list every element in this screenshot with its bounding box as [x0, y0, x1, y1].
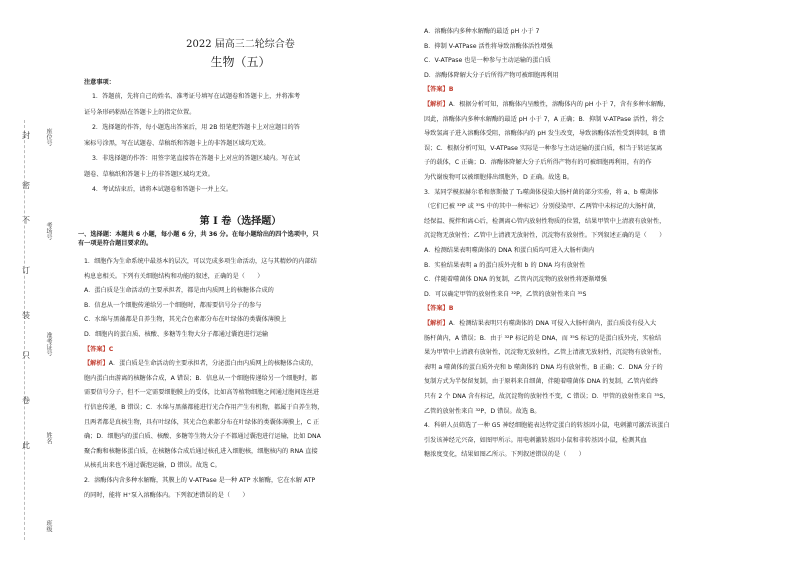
- margin-char: 此: [22, 441, 30, 450]
- binding-margin: [0, 0, 70, 562]
- text-line: 4．科研人员筛选了一种 G5 神经细胞能表达特定蛋白的转基因小鼠，电刺激可激活该蛋白: [424, 422, 670, 430]
- text-line: 3．某同学模拟赫尔希和蔡斯做了 T₂噬菌体侵染大肠杆菌的部分实验，将 a、b 噬菌体: [424, 188, 659, 196]
- text-line: 复制方式为半保留复制，由于原料来自细菌，伴随着噬菌体 DNA 的复制，乙管内始终: [424, 378, 659, 386]
- notes-heading: 注意事项：: [84, 79, 115, 86]
- text-line: 糖浓度变化，结果如图乙所示。下列叙述错误的是（ ）: [424, 451, 585, 459]
- section-title: 第 Ⅰ 卷（选择题）: [199, 216, 282, 227]
- text-line: 行信息传递，B 错误；C．水绵与黑藻都能进行光合作用产生有机物，都属于自养生物，: [84, 404, 324, 411]
- text-line: 案标号涂黑，写在试题卷、草稿纸和答题卡上的非答题区域均无效。: [84, 139, 270, 147]
- text-line: D．可以确定甲管的放射性来自 ³²P，乙管的放射性来自 ³⁵S: [424, 290, 587, 298]
- section-intro-line: 一、选择题：本题共 6 小题，每小题 6 分，共 36 分。在每小题给出的四个选项中，只: [78, 231, 319, 238]
- text-line: 证号条形码粘贴在答题卡上的指定位置。: [84, 108, 196, 116]
- text-line: 3．非选择题的作答：用签字笔直接答在答题卡上对应的答题区域内。写在试: [92, 155, 301, 162]
- text-line: 【答案】C: [84, 345, 114, 353]
- text-line: 【解析】A．检测结果表明只有噬菌体的 DNA 可侵入大肠杆菌内，蛋白质没有侵入大: [424, 320, 657, 327]
- text-line: 乙管的放射性来自 ³²P，D 错误。故选 B。: [424, 407, 541, 415]
- text-line: 肠杆菌内，A 错误；B．由于 ³²P 标记的是 DNA，而 ³⁵S 标记的是蛋白质外壳，实验结: [424, 334, 662, 342]
- admission-number-label: 准考证号: [45, 332, 52, 356]
- text-line: 从核孔出来也不通过囊泡运输，D 错误。故选 C。: [84, 462, 221, 470]
- answer-tag: 【答案】: [424, 305, 449, 313]
- text-line: 只有 2 个 DNA 含有标记，故沉淀物的放射性不变，C 错误；D．甲管的放射性来自 ³⁵S，: [424, 393, 670, 400]
- text-line: 【答案】B: [424, 305, 454, 313]
- answer-tag: 【答案】: [84, 345, 109, 353]
- text-line: 子的载体，C 正确；D．溶酶体降解大分子后所得产物有的可被细胞再利用，有的作: [424, 159, 652, 167]
- text-line: 因此，溶酶体内多种水解酶的最适 pH 小于 7，A 正确；B．抑制 V-ATPase 活性，将会: [424, 115, 665, 123]
- text-line: 确；D．细胞内的蛋白质、核酸、多糖等生物大分子不都通过囊泡进行运输，比如 DNA: [84, 433, 321, 441]
- subject-title: 生物（五）: [210, 55, 271, 69]
- text-line: 的同时，能将 H⁺泵入溶酶体内。下列叙述错误的是（ ）: [84, 491, 249, 499]
- text-line: 导致氢离子进入溶酶体受阻，溶酶体内的 pH 发生改变，导致溶酶体活性受到抑制，B 错: [424, 130, 666, 138]
- text-line: B．信息从一个细胞传递给另一个细胞时，都需要信号分子的参与: [84, 301, 262, 309]
- answer-tag: 【解析】: [424, 101, 449, 108]
- margin-char: 封: [22, 131, 30, 140]
- text-line: 4．考试结束后，请将本试题卷和答题卡一并上交。: [92, 186, 233, 193]
- text-line: 经保温、搅拌和离心后，检测离心管内放射性物质的位置，结果甲管中上清液有放射性，: [424, 217, 666, 225]
- text-line: C．伴随着噬菌体 DNA 的复制，乙管内沉淀物的放射性将逐渐增强: [424, 276, 607, 284]
- text-line: 表明 a 噬菌体的蛋白质外壳和 b 噬菌体的 DNA 均有放射性，B 正确；C．DNA 分子的: [424, 363, 663, 371]
- name-label: 姓名: [45, 432, 52, 444]
- answer-tag: 【解析】: [424, 320, 449, 327]
- section-intro-line: 有一项是符合题目要求的。: [78, 240, 153, 247]
- margin-char: 装: [22, 311, 30, 320]
- text-line: D．细胞内的蛋白质、核酸、多糖等生物大分子都通过囊泡进行运输: [84, 331, 269, 338]
- margin-char: 卷: [22, 396, 30, 405]
- text-line: A．蛋白质是生命活动的主要承担者，都是由内质网上的核糖体合成的: [84, 287, 274, 295]
- text-line: 误；C．根据分析可知，V-ATPase 实际是一种参与主动运输的蛋白质，相当于转运氢离: [424, 144, 663, 152]
- text-line: D．溶酶体降解大分子后所得产物可被细胞再利用: [424, 71, 559, 79]
- margin-char: 只: [22, 351, 30, 360]
- text-line: 构息息相关。下列有关细胞结构和功能的叙述，正确的是（ ）: [84, 272, 264, 280]
- seat-number-label: 座位号: [45, 128, 52, 146]
- margin-char: 不: [22, 216, 30, 225]
- text-line: 为代谢废物可以被细胞排出细胞外，D 正确。故选 B。: [424, 174, 574, 181]
- text-line: 1．细胞作为生命系统中最基本的层次，可以完成多项生命活动，这与其精妙的内部结: [84, 258, 317, 265]
- exam-title: 2022 届高三二轮综合卷: [186, 39, 295, 50]
- text-line: 2．选择题的作答，每小题选出答案后，用 2B 铅笔把答题卡上对应题目的答: [92, 124, 300, 131]
- text-line: 胞内蛋白由游离的核糖体合成，A 错误；B．信息从一个细胞传递给另一个细胞时，都: [84, 374, 318, 382]
- text-line: 2．溶酶体内含多种水解酶，其膜上的 V-ATPase 是一种 ATP 水解酶，它在水解 ATP: [84, 477, 316, 484]
- text-line: 1．答题前，先将自己的姓名、准考证号填写在试题卷和答题卡上，并将准考: [92, 93, 301, 100]
- text-line: 沉淀物无放射性；乙管中上清液无放射性，沉淀物有放射性。下列叙述正确的是（ ）: [424, 232, 666, 240]
- text-line: 果为甲管中上清液有放射性，沉淀物无放射性，乙管上清液无放射性，沉淀物有放射性，: [424, 349, 666, 357]
- text-line: 聚合酶和核糖体蛋白质，在核糖体合成后通过核孔进入细胞核，细胞核内的 RNA 直接: [84, 447, 318, 455]
- text-line: B．抑制 V-ATPase 活性将导致溶酶体活性增强: [424, 42, 553, 50]
- text-line: A．溶酶体内多种水解酶的最适 pH 小于 7: [424, 28, 540, 35]
- class-label: 班级: [45, 520, 52, 532]
- text-line: A．检测结果表明噬菌体的 DNA 和蛋白质均可进入大肠杆菌内: [424, 247, 595, 254]
- text-line: 【解析】A．蛋白质是生命活动的主要承担者，分泌蛋白由内质网上的核糖体合成的，: [84, 360, 318, 368]
- answer-tag: 【解析】: [84, 360, 109, 368]
- text-line: B．实验结果表明 a 的蛋白质外壳和 b 的 DNA 均有放射性: [424, 261, 586, 269]
- text-line: 引发该神经元兴奋，如图甲所示。用电刺激转基因小鼠和非转基因小鼠，检测其血: [424, 436, 647, 444]
- text-line: 【解析】A．根据分析可知，溶酶体内呈酸性，溶酶体内的 pH 小于 7，含有多种水解酶，: [424, 101, 670, 108]
- text-line: 需要信号分子，但不一定需要细胞膜上的受体，比如高等植物细胞之间通过胞间连丝进: [84, 389, 320, 397]
- exam-room-label: 考场号: [45, 222, 52, 240]
- text-line: 且两者都是真核生物，具有叶绿体，其光合色素都分布在叶绿体的类囊体薄膜上，C 正: [84, 418, 320, 426]
- text-line: （它们已被 ³²P 或 ³⁵S 中的其中一种标记）分别侵染甲、乙两管中未标记的大肠杆菌，: [424, 203, 660, 211]
- text-line: 题卷、草稿纸和答题卡上的非答题区域均无效。: [84, 170, 214, 178]
- margin-char: 密: [22, 181, 30, 190]
- answer-tag: 【答案】: [424, 86, 449, 94]
- text-line: 【答案】B: [424, 86, 454, 94]
- text-line: C．V-ATPase 也是一种参与主动运输的蛋白质: [424, 57, 551, 65]
- text-line: C．水绵与黑藻都是自养生物，其光合色素都分布在叶绿体的类囊体薄膜上: [84, 316, 287, 324]
- margin-char: 订: [22, 266, 30, 275]
